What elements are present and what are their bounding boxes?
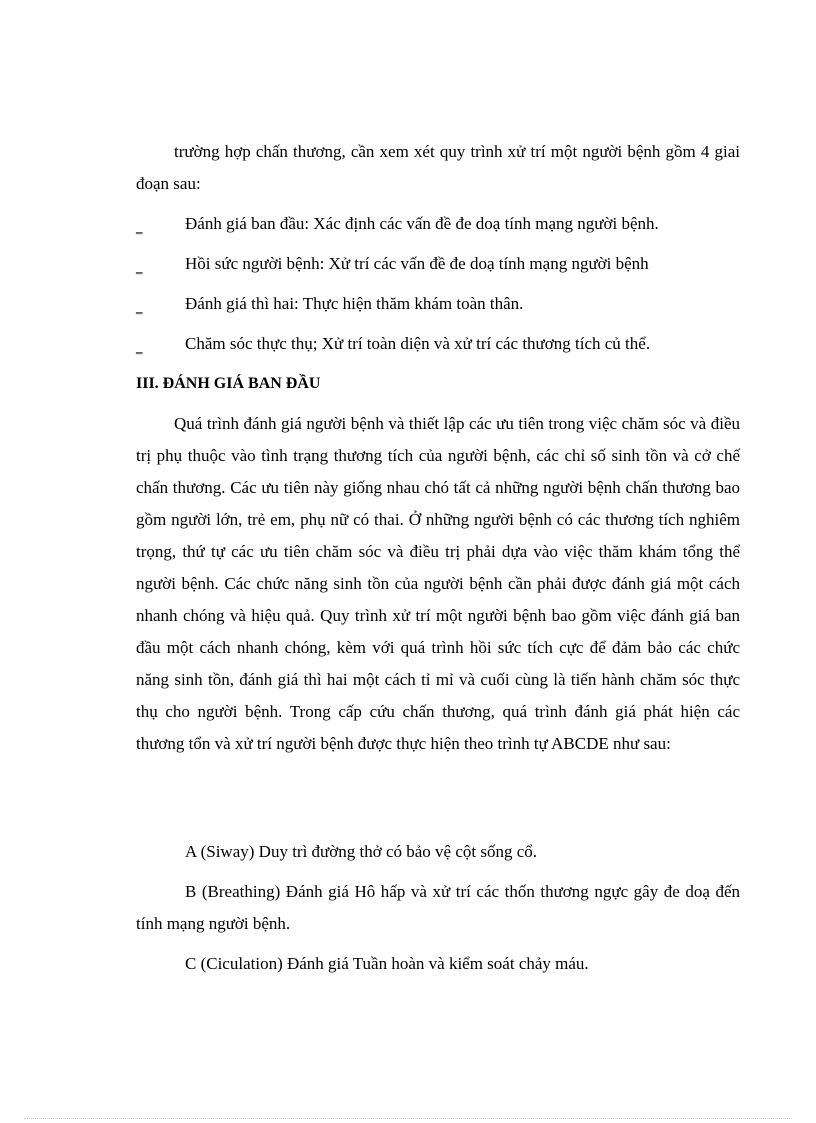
- page-footer-divider: [24, 1118, 792, 1119]
- abcde-text-a: A (Siway) Duy trì đường thở có bảo vệ cột sống cổ.: [185, 842, 538, 861]
- list-item: [136, 248, 740, 280]
- intro-text: trường hợp chấn thương, cần xem xét quy trình xử trí một người bệnh gồm 4 giai đoạn sau:: [136, 142, 740, 193]
- bullet-marker: ‗: [136, 339, 143, 354]
- abcde-item-b: [136, 876, 740, 940]
- abcde-item-a: [136, 836, 740, 868]
- abcde-item-c: [136, 948, 740, 980]
- list-item: [136, 328, 740, 360]
- abcde-text-c: C (Ciculation) Đánh giá Tuần hoàn và kiểm soát chảy máu.: [185, 954, 589, 973]
- list-item: [136, 288, 740, 320]
- intro-paragraph: [136, 136, 740, 200]
- bullet-marker: ‗: [136, 259, 143, 274]
- list-item-text: Đánh giá ban đầu: Xác định các vấn đề đe doạ tính mạng người bệnh.: [185, 214, 659, 233]
- list-item-text: Đánh giá thì hai: Thực hiện thăm khám toàn thân.: [185, 294, 524, 313]
- bullet-marker: ‗: [136, 299, 143, 314]
- section-body-text: Quá trình đánh giá người bệnh và thiết lập các ưu tiên trong việc chăm sóc và điều trị phụ thuộc vào tình trạng thương tích của người bệnh, các chỉ số sinh tồn và cở chế chấn thương. Các ưu tiên này giống nhau chó tất cả những người bệnh chấn thương bao gồm người lớn, trẻ em, phụ nữ có thai. Ở những người bệnh có các thương tích nghiêm trọng, thứ tự các ưu tiên chăm sóc và điều trị phải dựa vào việc thăm khám tổng thể người bệnh. Các chức năng sinh tồn của người bệnh cần phải được đánh giá một cách nhanh chóng và hiệu quả. Quy trình xử trí một người bệnh bao gồm việc đánh giá ban đầu một cách nhanh chóng, kèm với quá trình hồi sức tích cực để đảm bảo các chức năng sinh tồn, đánh giá thì hai một cách tỉ mỉ và cuối cùng là tiến hành chăm sóc thực thụ cho người bệnh. Trong cấp cứu chấn thương, quá trình đánh giá phát hiện các thương tổn và xử trí người bệnh được thực hiện theo trình tự ABCDE như sau:: [136, 414, 740, 753]
- list-item-text: Chăm sóc thực thụ; Xử trí toàn diện và xử trí các thương tích củ thể.: [185, 334, 651, 353]
- abcde-text-b: B (Breathing) Đánh giá Hô hấp và xử trí các thốn thương ngực gây đe doạ đến tính mạng người bệnh.: [136, 882, 740, 933]
- list-item: [136, 208, 740, 240]
- section-body-paragraph: [136, 408, 740, 760]
- list-item-text: Hồi sức người bệnh: Xử trí các vấn đề đe doạ tính mạng người bệnh: [185, 254, 649, 273]
- bullet-marker: ‗: [136, 219, 143, 234]
- section-heading: III. ĐÁNH GIÁ BAN ĐẦU: [136, 375, 321, 392]
